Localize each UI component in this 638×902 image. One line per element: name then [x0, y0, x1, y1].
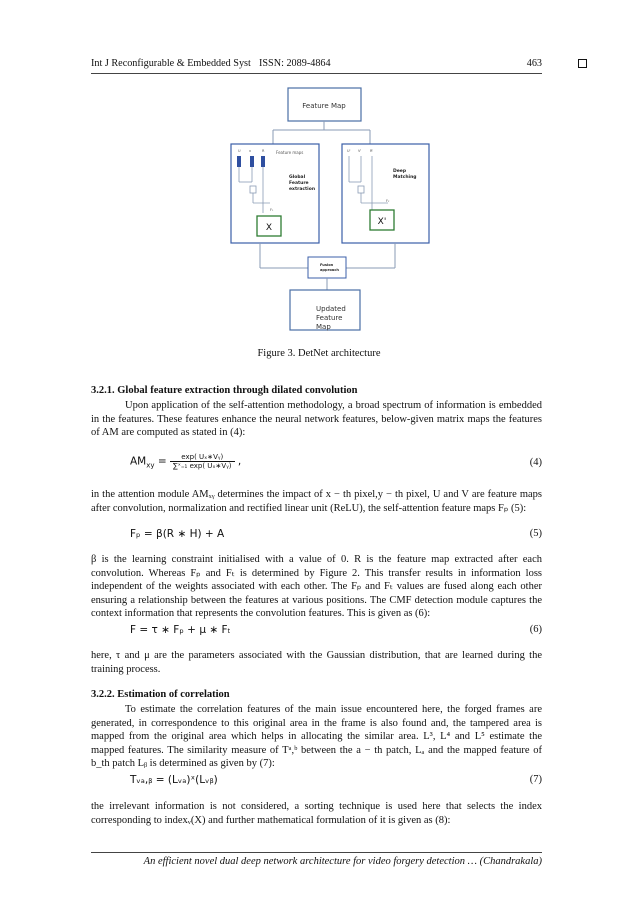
- deep-matching-label: Deep Matching: [393, 169, 417, 180]
- detnet-diagram: [0, 0, 638, 345]
- equation-6: F = τ ∗ Fₚ + μ ∗ Fₜ: [130, 624, 231, 636]
- paragraph: To estimate the correlation features of the main issue encountered here, the forged frames are generated, in correspondence to this original area in the frame is also found and, the tampered area is mapped from the original area which helps in allocating the similar area. L³, L⁴ and L⁵ estimate the mapped features. The similarity measure of Tᵃ,ᵇ between the a − th patch, Lₐ and the mapped feature of b_th patch Lᵦ is determined as given by (7):: [91, 704, 542, 769]
- feature-maps-label: Feature maps: [276, 150, 304, 155]
- feature-map-label: Feature Map: [302, 102, 346, 110]
- equation-number-7: (7): [529, 774, 542, 785]
- paragraph: here, τ and μ are the parameters associated with the Gaussian distribution, that are learned during the training process.: [91, 650, 542, 675]
- paragraph: the irrelevant information is not considered, a sorting technique is used here that selects the index corresponding to indexᵥ(X) and further mathematical formulation of it is given as (8):: [91, 801, 542, 826]
- equation-number-6: (6): [529, 624, 542, 635]
- updated-feature-map-label: Updated Feature Map: [316, 305, 346, 331]
- footer-rule: [91, 852, 542, 853]
- equation-number-5: (5): [529, 528, 542, 539]
- equation-5: Fₚ = β(R ∗ H) + A: [130, 528, 225, 540]
- section-heading-3-2-2: 3.2.2. Estimation of correlation: [91, 689, 230, 700]
- global-feature-extraction-label: Global Feature extraction: [289, 175, 316, 192]
- running-footer: An efficient novel dual deep network architecture for video forgery detection … (Chandrakala): [143, 856, 542, 867]
- issn: ISSN: 2089-4864: [259, 58, 331, 69]
- svg-text:F₁: F₁: [270, 208, 274, 212]
- equation-7: Tᵥₐ,ᵦ = (Lᵥₐ)ˣ(Lᵥᵦ): [130, 774, 218, 786]
- svg-text:R': R': [370, 149, 374, 153]
- paragraph: in the attention module AMₓᵧ determines the impact of x − th pixel,y − th pixel, U and V are feature maps after convolution, normalization and rectified linear unit (ReLU), the self-attention feature maps Fₚ (5):: [91, 489, 542, 514]
- svg-text:V': V': [358, 149, 362, 153]
- svg-text:R: R: [262, 149, 265, 153]
- svg-text:X: X: [265, 223, 273, 233]
- svg-text:F₂: F₂: [386, 199, 390, 203]
- fusion-approach-label: Fusion approach: [320, 263, 339, 272]
- equation-number-4: (4): [529, 457, 542, 468]
- figure-caption: Figure 3. DetNet architecture: [257, 348, 381, 359]
- svg-text:U': U': [347, 149, 351, 153]
- journal-name: Int J Reconfigurable & Embedded Syst: [91, 58, 251, 69]
- page-number: 463: [526, 58, 542, 69]
- svg-text:U: U: [238, 149, 241, 153]
- paragraph: Upon application of the self-attention methodology, a broad spectrum of information is embedded in the features. These features enhance the neural network features, below-given matrix maps the features of AM are computed as stated in (4):: [91, 400, 542, 438]
- paragraph: β is the learning constraint initialised with a value of 0. R is the feature map extracted after each convolution. Whereas Fₚ and Fₜ is determined by Figure 2. This transfer results in information loss independent of the weights associated with each other. The Fₚ and Fₜ values are fused along each other ensuring a relationship between the features at various positions. The CMF detection module captures the context information that represents the convolution features. This is given as (6):: [91, 554, 542, 619]
- svg-text:v: v: [249, 149, 252, 153]
- section-heading-3-2-1: 3.2.1. Global feature extraction through dilated convolution: [91, 385, 358, 396]
- equation-4: $AM_{xy}$ = $\frac{\text{exp( Uₓ∗Vᵧ)}}{\text{∑ˣ₌₁ exp( Uₓ∗Vᵧ)}}$ ,: [130, 453, 242, 470]
- svg-text:X': X': [377, 217, 387, 227]
